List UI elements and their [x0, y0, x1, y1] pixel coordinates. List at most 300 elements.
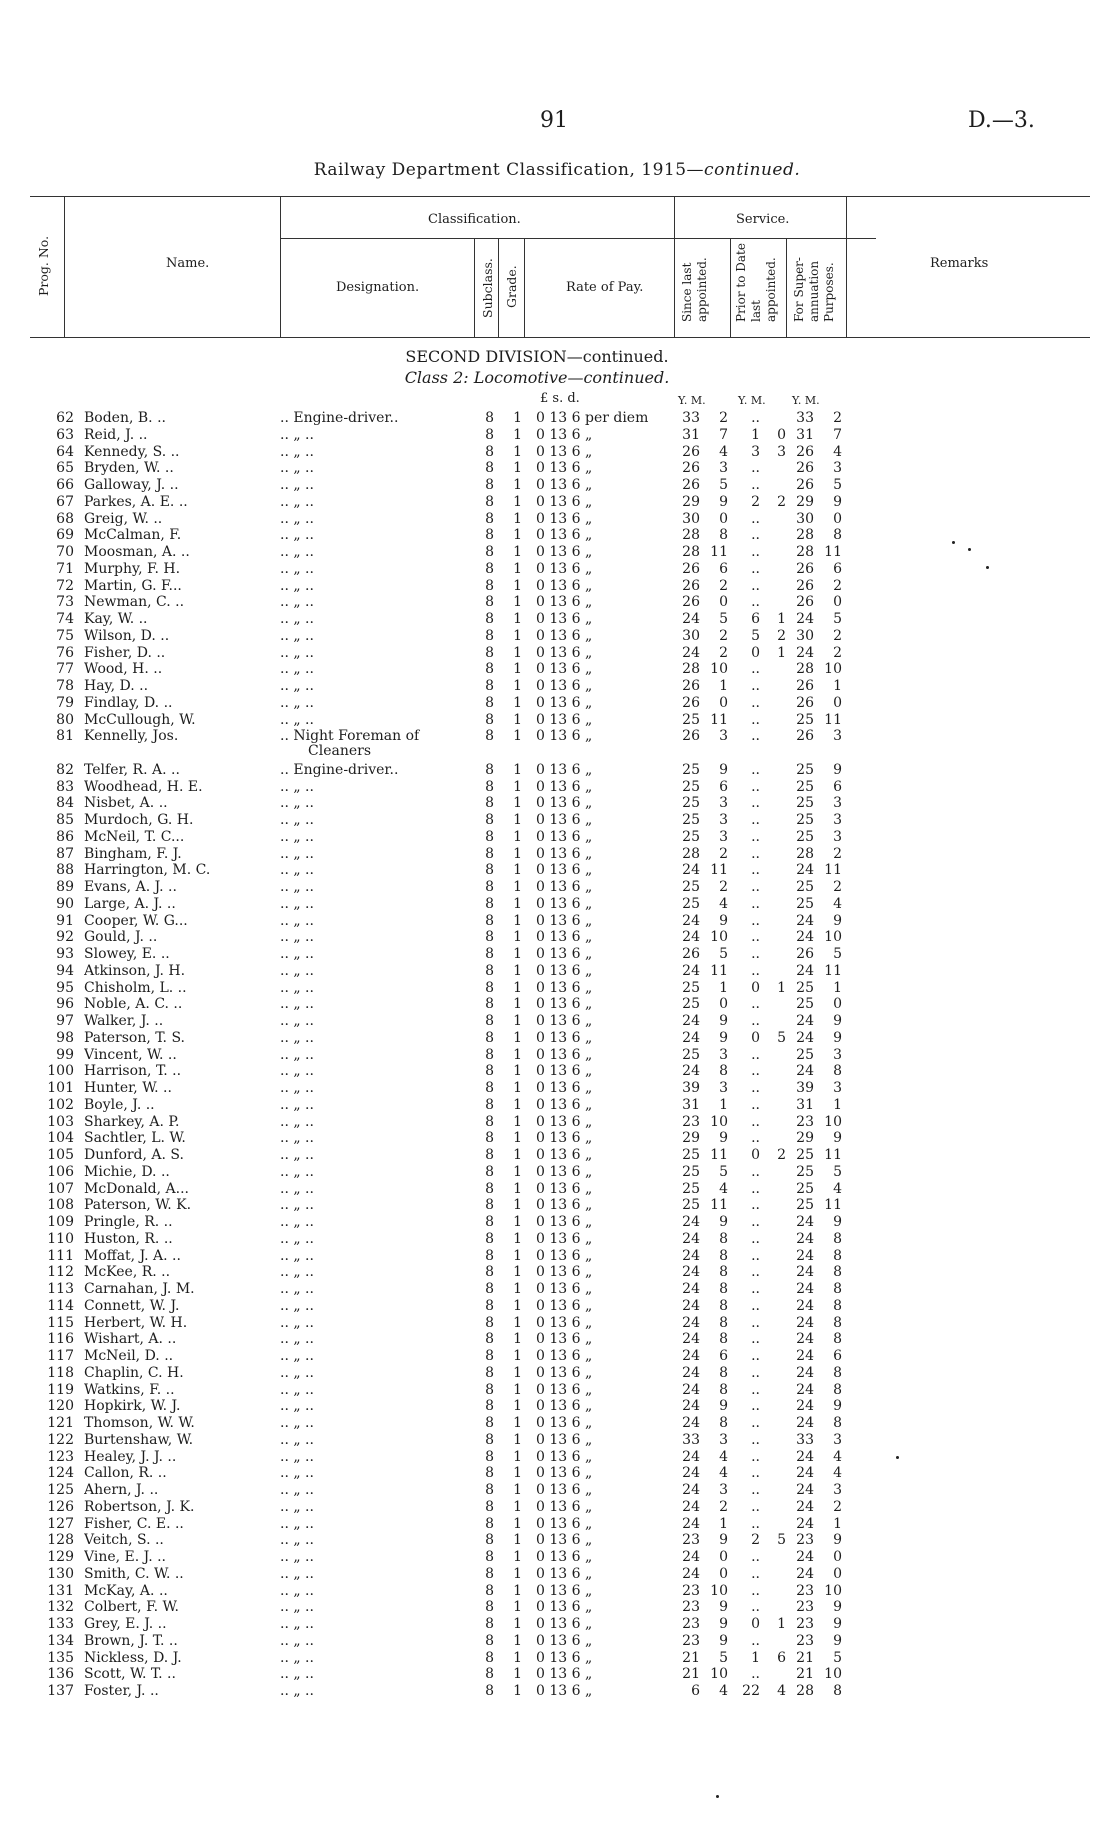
cell-rate: 0 13 6 „ — [536, 711, 593, 728]
cell-fy: 21 — [796, 1666, 814, 1683]
cell-name: Healey, J. J. .. — [84, 1448, 177, 1465]
table-row — [0, 1013, 1114, 1030]
cell-rate: 0 13 6 „ — [536, 1482, 593, 1498]
cell-grade: 1 — [513, 1046, 522, 1063]
cell-rate: 0 13 6 „ — [536, 929, 593, 946]
cell-sub: 8 — [485, 560, 494, 577]
cell-grade: 1 — [513, 711, 522, 728]
cell-sy: 25 — [682, 879, 700, 895]
cell-rate: 0 13 6 „ — [536, 1163, 593, 1180]
cell-sub: 8 — [485, 1230, 494, 1247]
cell-desig: .. „ .. — [280, 1515, 314, 1532]
cell-fy: 24 — [796, 644, 814, 661]
cell-name: Cooper, W. G... — [84, 912, 188, 929]
cell-fm: 3 — [833, 1080, 842, 1096]
cell-no: 64 — [56, 443, 74, 460]
cell-sub: 8 — [485, 828, 494, 845]
cell-fy: 31 — [796, 426, 814, 443]
cell-grade: 1 — [513, 694, 522, 711]
cell-fy: 24 — [796, 1281, 814, 1297]
table-row — [0, 896, 1114, 913]
cell-sy: 24 — [682, 1029, 700, 1046]
cell-name: Harrison, T. .. — [84, 1063, 182, 1080]
cell-sub: 8 — [485, 1113, 494, 1130]
cell-grade: 1 — [513, 1515, 522, 1532]
cell-desig: .. „ .. — [280, 862, 314, 879]
cell-fm: 9 — [833, 1013, 842, 1029]
cell-rate: 0 13 6 „ — [536, 1197, 593, 1214]
cell-no: 106 — [47, 1163, 74, 1180]
cell-desig: .. „ .. — [280, 912, 314, 929]
cell-rate: 0 13 6 „ — [536, 895, 593, 912]
cell-desig: .. „ .. — [280, 845, 314, 862]
cell-grade: 1 — [513, 1197, 522, 1214]
cell-fm: 1 — [833, 1515, 842, 1532]
cell-sm: 10 — [710, 661, 728, 678]
cell-fm: 2 — [833, 1498, 842, 1515]
cell-sm: 9 — [719, 493, 728, 510]
cell-sy: 24 — [682, 1415, 700, 1431]
cell-py: .. — [751, 1080, 760, 1096]
cell-fy: 26 — [796, 460, 814, 477]
cell-no: 129 — [47, 1549, 74, 1565]
cell-sub: 8 — [485, 879, 494, 895]
cell-desig: .. „ .. — [280, 1147, 314, 1163]
cell-desig: .. „ .. — [280, 694, 314, 711]
cell-fy: 25 — [796, 1147, 814, 1163]
cell-sy: 25 — [682, 1180, 700, 1197]
table-row — [0, 645, 1114, 662]
cell-sy: 25 — [682, 996, 700, 1013]
cell-sub: 8 — [485, 1013, 494, 1029]
table-row — [0, 1047, 1114, 1064]
table-row — [0, 678, 1114, 695]
cell-desig: .. „ .. — [280, 544, 314, 560]
table-row — [0, 1281, 1114, 1298]
cell-grade: 1 — [513, 1096, 522, 1113]
cell-no: 125 — [47, 1482, 74, 1498]
cell-desig: .. „ .. — [280, 1247, 314, 1264]
cell-sy: 25 — [682, 711, 700, 728]
cell-grade: 1 — [513, 912, 522, 929]
cell-grade: 1 — [513, 1498, 522, 1515]
cell-fm: 8 — [833, 1230, 842, 1247]
cell-name: Sharkey, A. P. — [84, 1113, 180, 1130]
page-title — [0, 160, 1114, 180]
cell-no: 104 — [47, 1130, 74, 1147]
cell-sy: 31 — [682, 426, 700, 443]
cell-sm: 11 — [710, 962, 728, 979]
cell-name: Murphy, F. H. — [84, 560, 181, 577]
cell-sy: 24 — [682, 1331, 700, 1348]
cell-py: .. — [751, 1599, 760, 1616]
cell-sub: 8 — [485, 1398, 494, 1415]
cell-grade: 1 — [513, 661, 522, 678]
table-row — [0, 477, 1114, 494]
cell-fy: 24 — [796, 1498, 814, 1515]
cell-fm: 2 — [833, 410, 842, 426]
cell-sy: 26 — [682, 678, 700, 694]
cell-fm: 4 — [833, 443, 842, 460]
cell-fy: 24 — [796, 1415, 814, 1431]
cell-desig: .. „ .. — [280, 1264, 314, 1281]
cell-desig: .. „ .. — [280, 778, 314, 795]
cell-fy: 24 — [796, 1264, 814, 1281]
cell-sub: 8 — [485, 1515, 494, 1532]
cell-desig: .. „ .. — [280, 895, 314, 912]
cell-desig: .. „ .. — [280, 1632, 314, 1649]
cell-fm: 2 — [833, 845, 842, 862]
cell-sm: 4 — [719, 1683, 728, 1699]
cell-rate: 0 13 6 „ — [536, 1230, 593, 1247]
cell-pm: 5 — [777, 1029, 786, 1046]
cell-fy: 24 — [796, 962, 814, 979]
header-designation: Designation. — [336, 280, 420, 295]
cell-sm: 3 — [719, 728, 728, 745]
cell-fm: 11 — [824, 544, 842, 560]
cell-grade: 1 — [513, 443, 522, 460]
cell-py: .. — [751, 1565, 760, 1582]
cell-grade: 1 — [513, 862, 522, 879]
cell-fm: 6 — [833, 778, 842, 795]
cell-fy: 23 — [796, 1599, 814, 1616]
cell-rate: 0 13 6 „ — [536, 1147, 593, 1163]
cell-sm: 9 — [719, 1214, 728, 1230]
cell-sub: 8 — [485, 694, 494, 711]
cell-fm: 6 — [833, 560, 842, 577]
cell-rate: 0 13 6 „ — [536, 1666, 593, 1683]
table-row — [0, 829, 1114, 846]
cell-fm: 8 — [833, 1314, 842, 1331]
cell-sm: 6 — [719, 778, 728, 795]
cell-desig: .. Night Foreman of — [280, 728, 420, 745]
cell-rate: 0 13 6 „ — [536, 426, 593, 443]
cell-rate: 0 13 6 „ — [536, 627, 593, 644]
cell-no: 112 — [47, 1264, 74, 1281]
cell-fy: 28 — [796, 527, 814, 544]
cell-grade: 1 — [513, 1431, 522, 1448]
cell-grade: 1 — [513, 812, 522, 828]
table-row — [0, 1130, 1114, 1147]
cell-fm: 11 — [824, 711, 842, 728]
cell-rate: 0 13 6 „ — [536, 594, 593, 611]
cell-py: .. — [751, 1247, 760, 1264]
cell-sub: 8 — [485, 1532, 494, 1549]
print-speck — [896, 1456, 899, 1459]
cell-fm: 6 — [833, 1348, 842, 1364]
cell-no: 111 — [47, 1247, 74, 1264]
cell-no: 105 — [47, 1147, 74, 1163]
cell-rate: 0 13 6 „ — [536, 1247, 593, 1264]
cell-desig: .. „ .. — [280, 577, 314, 594]
cell-rate: 0 13 6 „ — [536, 979, 593, 996]
cell-fy: 24 — [796, 1230, 814, 1247]
cell-desig: .. „ .. — [280, 879, 314, 895]
cell-rate: 0 13 6 „ — [536, 1448, 593, 1465]
cell-no: 127 — [47, 1515, 74, 1532]
cell-sm: 4 — [719, 895, 728, 912]
table-row — [0, 427, 1114, 444]
cell-sub: 8 — [485, 410, 494, 426]
cell-sm: 3 — [719, 828, 728, 845]
cell-rate: 0 13 6 „ — [536, 1214, 593, 1230]
cell-rate: 0 13 6 „ — [536, 477, 593, 493]
cell-sy: 28 — [682, 544, 700, 560]
cell-sub: 8 — [485, 544, 494, 560]
cell-sy: 25 — [682, 828, 700, 845]
cell-py: .. — [751, 1666, 760, 1683]
cell-rate: 0 13 6 „ — [536, 1532, 593, 1549]
cell-fm: 9 — [833, 1532, 842, 1549]
cell-desig: .. „ .. — [280, 1130, 314, 1147]
cell-no: 91 — [56, 912, 74, 929]
cell-name: Parkes, A. E. .. — [84, 493, 188, 510]
cell-no: 77 — [56, 661, 74, 678]
cell-grade: 1 — [513, 1080, 522, 1096]
cell-rate: 0 13 6 „ — [536, 1297, 593, 1314]
cell-sy: 24 — [682, 1465, 700, 1482]
cell-py: .. — [751, 477, 760, 493]
cell-desig: .. „ .. — [280, 1666, 314, 1683]
cell-py: .. — [751, 560, 760, 577]
cell-no: 136 — [47, 1666, 74, 1683]
cell-fy: 26 — [796, 594, 814, 611]
cell-fy: 23 — [796, 1532, 814, 1549]
cell-sy: 25 — [682, 795, 700, 812]
cell-no: 128 — [47, 1532, 74, 1549]
cell-grade: 1 — [513, 577, 522, 594]
cell-fy: 25 — [796, 1197, 814, 1214]
cell-rate: 0 13 6 „ — [536, 912, 593, 929]
cell-desig: .. „ .. — [280, 929, 314, 946]
cell-fm: 9 — [833, 1214, 842, 1230]
cell-fy: 25 — [796, 895, 814, 912]
table-row — [0, 1181, 1114, 1198]
cell-fy: 26 — [796, 678, 814, 694]
cell-sm: 9 — [719, 1632, 728, 1649]
table-row — [0, 1063, 1114, 1080]
table-row — [0, 444, 1114, 461]
cell-sy: 23 — [682, 1582, 700, 1599]
cell-sy: 33 — [682, 410, 700, 426]
cell-fm: 4 — [833, 1465, 842, 1482]
cell-sub: 8 — [485, 711, 494, 728]
cell-desig: .. „ .. — [280, 996, 314, 1013]
table-row — [0, 1264, 1114, 1281]
cell-sub: 8 — [485, 1163, 494, 1180]
cell-sm: 11 — [710, 544, 728, 560]
cell-fm: 10 — [824, 1113, 842, 1130]
cell-rate: 0 13 6 „ — [536, 510, 593, 527]
cell-fm: 5 — [833, 946, 842, 962]
cell-sub: 8 — [485, 661, 494, 678]
table-row — [0, 1080, 1114, 1097]
cell-sy: 25 — [682, 1046, 700, 1063]
cell-no: 76 — [56, 644, 74, 661]
cell-sm: 9 — [719, 1616, 728, 1632]
cell-no: 65 — [56, 460, 74, 477]
cell-no: 121 — [47, 1415, 74, 1431]
table-row — [0, 1298, 1114, 1315]
cell-sm: 5 — [719, 611, 728, 627]
cell-no: 110 — [47, 1230, 74, 1247]
cell-name: Bingham, F. J. — [84, 845, 182, 862]
cell-sm: 8 — [719, 1230, 728, 1247]
cell-sm: 1 — [719, 1515, 728, 1532]
cell-desig: .. „ .. — [280, 493, 314, 510]
cell-fm: 3 — [833, 1046, 842, 1063]
cell-name: Carnahan, J. M. — [84, 1281, 195, 1297]
cell-grade: 1 — [513, 1482, 522, 1498]
cell-pm: 4 — [777, 1683, 786, 1699]
cell-py: .. — [751, 1163, 760, 1180]
table-row — [0, 795, 1114, 812]
cell-sy: 24 — [682, 611, 700, 627]
cell-name: Evans, A. J. .. — [84, 879, 177, 895]
cell-sy: 24 — [682, 862, 700, 879]
table-row — [0, 996, 1114, 1013]
cell-fm: 11 — [824, 962, 842, 979]
cell-name: Nickless, D. J. — [84, 1649, 182, 1666]
cell-sm: 6 — [719, 1348, 728, 1364]
cell-grade: 1 — [513, 426, 522, 443]
cell-sy: 24 — [682, 929, 700, 946]
cell-no: 68 — [56, 510, 74, 527]
cell-py: .. — [751, 1314, 760, 1331]
cell-pm: 1 — [777, 644, 786, 661]
cell-name: Wilson, D. .. — [84, 627, 170, 644]
table-row — [0, 1030, 1114, 1047]
cell-no: 63 — [56, 426, 74, 443]
cell-fm: 3 — [833, 1431, 842, 1448]
cell-py: 0 — [751, 979, 760, 996]
cell-name: Robertson, J. K. — [84, 1498, 195, 1515]
cell-py: .. — [751, 1230, 760, 1247]
cell-py: 0 — [751, 644, 760, 661]
cell-desig: .. „ .. — [280, 443, 314, 460]
cell-fm: 0 — [833, 694, 842, 711]
cell-name: McKee, R. .. — [84, 1264, 171, 1281]
cell-pm: 2 — [777, 493, 786, 510]
cell-sub: 8 — [485, 862, 494, 879]
cell-sm: 5 — [719, 1649, 728, 1666]
cell-no: 70 — [56, 544, 74, 560]
cell-sub: 8 — [485, 1431, 494, 1448]
cell-fy: 24 — [796, 1465, 814, 1482]
page-title-main: Railway Department Classification, 1915— — [313, 160, 705, 180]
cell-sy: 24 — [682, 1214, 700, 1230]
cell-sy: 24 — [682, 1364, 700, 1381]
cell-sy: 24 — [682, 1314, 700, 1331]
cell-py: .. — [751, 962, 760, 979]
cell-pm: 1 — [777, 979, 786, 996]
cell-name: Chaplin, C. H. — [84, 1364, 184, 1381]
cell-grade: 1 — [513, 845, 522, 862]
cell-fy: 25 — [796, 761, 814, 778]
cell-py: 5 — [751, 627, 760, 644]
cell-name: Colbert, F. W. — [84, 1599, 179, 1616]
cell-py: .. — [751, 711, 760, 728]
cell-no: 114 — [47, 1297, 74, 1314]
cell-no: 108 — [47, 1197, 74, 1214]
cell-grade: 1 — [513, 1214, 522, 1230]
cell-fm: 8 — [833, 1281, 842, 1297]
cell-fm: 0 — [833, 1565, 842, 1582]
cell-fy: 29 — [796, 493, 814, 510]
cell-py: 1 — [751, 426, 760, 443]
cell-fy: 24 — [796, 1364, 814, 1381]
cell-rate: 0 13 6 „ — [536, 527, 593, 544]
cell-name: Brown, J. T. .. — [84, 1632, 178, 1649]
cell-py: .. — [751, 1482, 760, 1498]
cell-fm: 8 — [833, 1247, 842, 1264]
cell-sub: 8 — [485, 1331, 494, 1348]
header-classification: Classification. — [428, 212, 521, 227]
cell-sub: 8 — [485, 1448, 494, 1465]
cell-sm: 9 — [719, 1532, 728, 1549]
cell-sy: 26 — [682, 560, 700, 577]
cell-sy: 24 — [682, 1264, 700, 1281]
cell-sm: 1 — [719, 678, 728, 694]
cell-sm: 10 — [710, 1582, 728, 1599]
cell-pm: 2 — [777, 1147, 786, 1163]
cell-sy: 23 — [682, 1599, 700, 1616]
cell-desig: .. „ .. — [280, 1599, 314, 1616]
table-row — [0, 1532, 1114, 1549]
cell-rate: 0 13 6 „ — [536, 1415, 593, 1431]
table-row — [0, 728, 1114, 745]
cell-sy: 30 — [682, 510, 700, 527]
cell-grade: 1 — [513, 1230, 522, 1247]
cell-pm: 3 — [777, 443, 786, 460]
cell-py: .. — [751, 1281, 760, 1297]
cell-grade: 1 — [513, 493, 522, 510]
cell-sy: 25 — [682, 812, 700, 828]
cell-sub: 8 — [485, 1214, 494, 1230]
cell-desig: .. „ .. — [280, 1582, 314, 1599]
cell-py: .. — [751, 728, 760, 745]
cell-sm: 4 — [719, 443, 728, 460]
table-row — [0, 1331, 1114, 1348]
cell-sub: 8 — [485, 1415, 494, 1431]
cell-grade: 1 — [513, 778, 522, 795]
cell-sy: 24 — [682, 1515, 700, 1532]
cell-py: .. — [751, 845, 760, 862]
table-row — [0, 1348, 1114, 1365]
cell-sm: 9 — [719, 761, 728, 778]
table-row — [0, 1449, 1114, 1466]
cell-sm: 9 — [719, 1398, 728, 1415]
cell-no: 90 — [56, 895, 74, 912]
cell-fy: 24 — [796, 1398, 814, 1415]
cell-py: .. — [751, 828, 760, 845]
cell-rate: 0 13 6 „ — [536, 1632, 593, 1649]
cell-py: 0 — [751, 1029, 760, 1046]
cell-rate: 0 13 6 „ — [536, 1616, 593, 1632]
cell-grade: 1 — [513, 828, 522, 845]
cell-no: 122 — [47, 1431, 74, 1448]
cell-sy: 23 — [682, 1616, 700, 1632]
cell-rate: 0 13 6 „ — [536, 1599, 593, 1616]
cell-sub: 8 — [485, 594, 494, 611]
cell-sm: 6 — [719, 560, 728, 577]
cell-fm: 9 — [833, 493, 842, 510]
cell-no: 100 — [47, 1063, 74, 1080]
cell-fm: 9 — [833, 1599, 842, 1616]
cell-no: 74 — [56, 611, 74, 627]
table-row — [0, 1633, 1114, 1650]
header-remarks: Remarks — [930, 256, 989, 271]
